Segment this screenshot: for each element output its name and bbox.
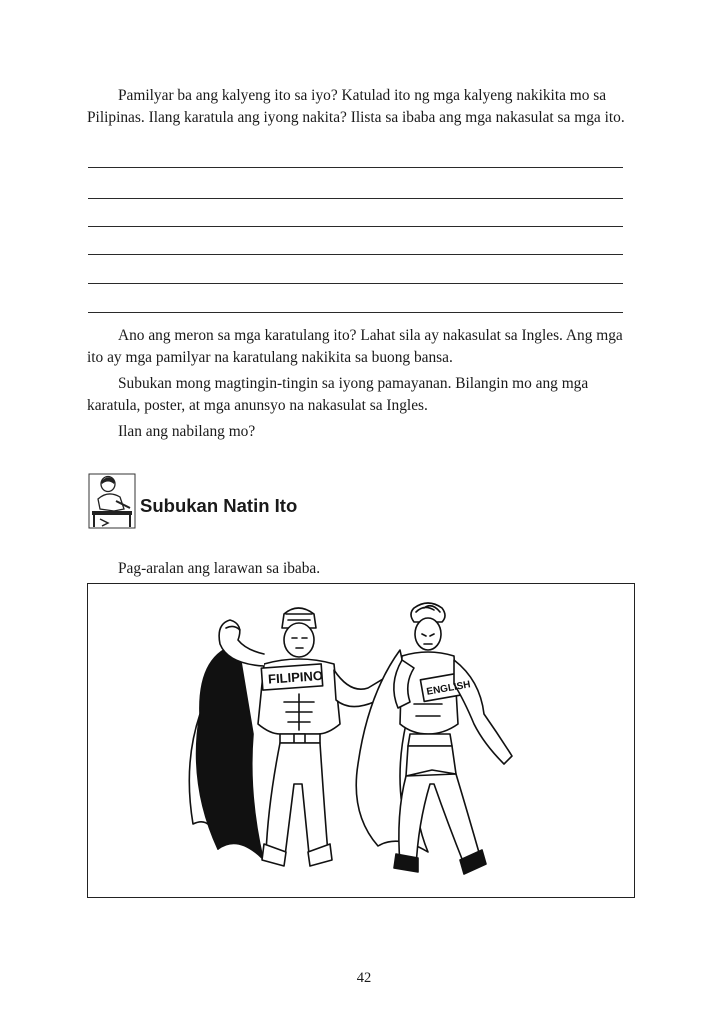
question-paragraph: Ilan ang nabilang mo? [118, 423, 256, 440]
intro-paragraph: Pamilyar ba ang kalyeng ito sa iyo? Katulad ito ng mga kalyeng nakikita mo sa Pilipinas. Ilang karatula ang iyong nakita? Ilista sa ibaba ang mga nakasulat sa mga ito. [87, 87, 625, 126]
answer-line[interactable] [88, 198, 623, 199]
page-number: 42 [356, 970, 372, 986]
student-writing-icon [88, 473, 136, 529]
instruction-text: Pag-aralan ang larawan sa ibaba. [118, 560, 321, 577]
answer-line[interactable] [88, 226, 623, 227]
body-paragraph: Ano ang meron sa mga karatulang ito? Lahat sila ay nakasulat sa Ingles. Ang mga ito ay mga pamilyar na karatulang nakikita sa buong bansa. [87, 327, 623, 366]
answer-line[interactable] [88, 167, 623, 168]
body-paragraph: Subukan mong magtingin-tingin sa iyong pamayanan. Bilangin mo ang mga karatula, poster, at mga anunsyo na nakasulat sa Ingles. [87, 375, 589, 414]
section-title: Subukan Natin Ito [140, 495, 298, 516]
section-heading [88, 473, 388, 533]
superhero-illustration [88, 584, 635, 898]
right-figure-label: ENGLISH [425, 679, 472, 698]
answer-line[interactable] [88, 254, 623, 255]
answer-line[interactable] [88, 312, 623, 313]
left-figure-label: FILIPINO [267, 667, 324, 687]
answer-line[interactable] [88, 283, 623, 284]
illustration-frame [87, 583, 635, 898]
